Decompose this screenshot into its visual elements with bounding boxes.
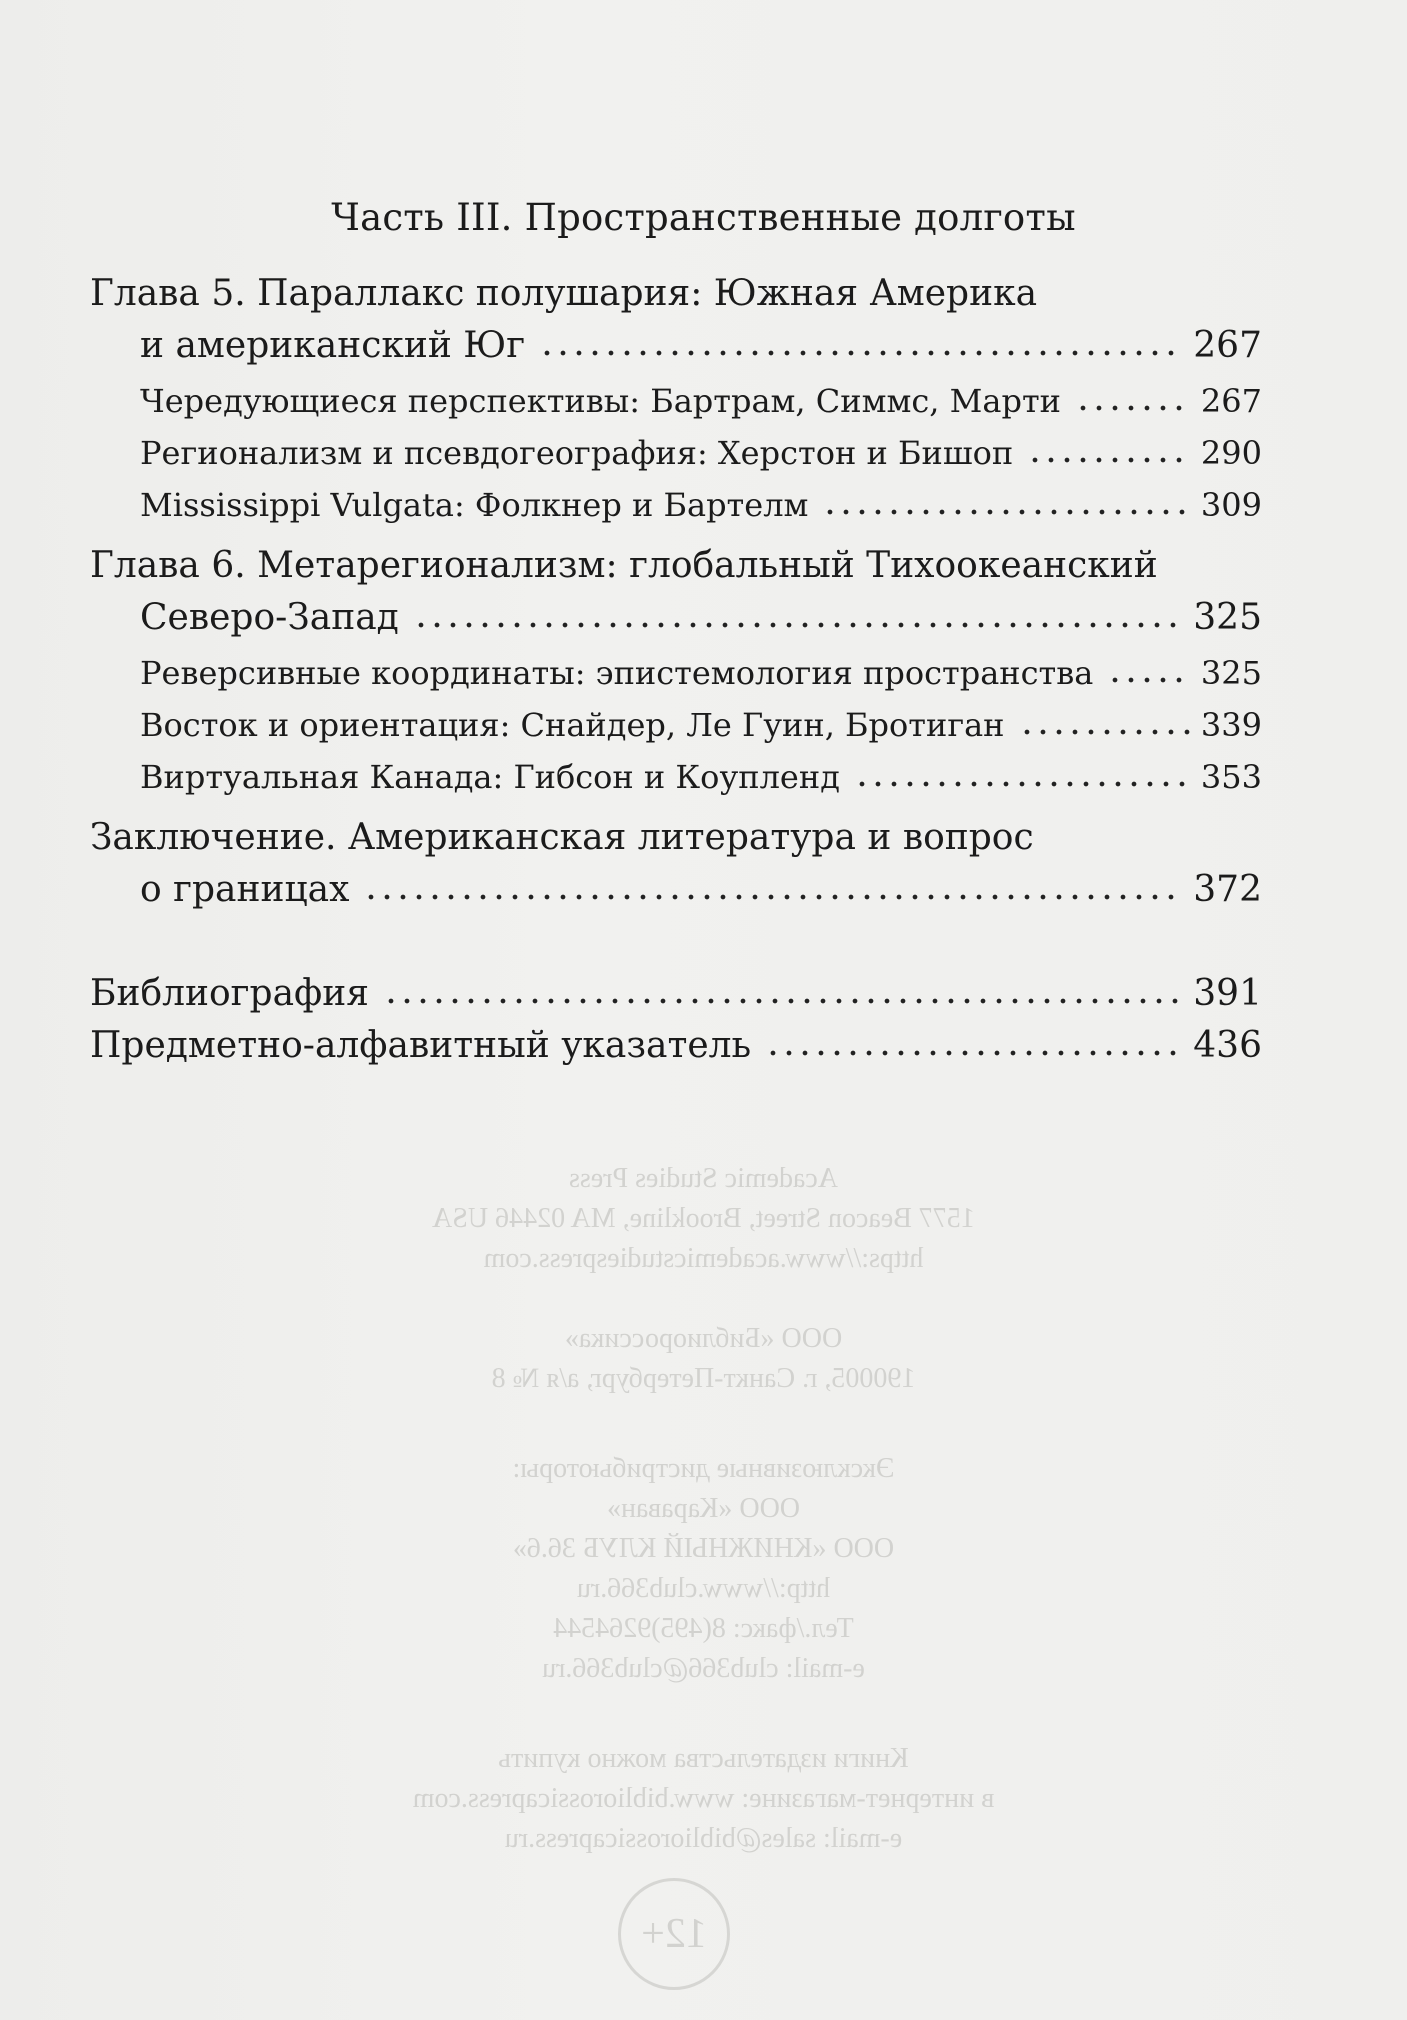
chapter-5-title-line1: Глава 5. Параллакс полушария: Южная Америка [90,273,1038,314]
dot-leader [854,758,1191,788]
section-title: Чередующиеся перспективы: Бартрам, Симмс, Марти [140,382,1061,420]
conclusion-title-line1: Заключение. Американская литература и вопрос [90,817,1034,858]
page-number: 325 [1200,654,1262,692]
dot-leader [413,599,1183,629]
show-through-text: 190005, г. Санкт-Петербург, а/я № 8 [491,1363,916,1394]
section-title: Mississippi Vulgata: Фолкнер и Бартелм [140,486,809,524]
age-rating-text: 12+ [641,1911,707,1957]
show-through-text: e-mail: club366@club366.ru [542,1653,865,1684]
dot-leader [383,975,1183,1005]
age-rating-stamp [618,1878,730,1990]
toc-chapter-title [90,272,1262,316]
toc-entry [90,596,1262,640]
dot-leader [363,871,1183,901]
page-number: 309 [1200,486,1262,524]
chapter-5-title-line2: и американский Юг [140,325,526,366]
page-number: 267 [1200,382,1262,420]
page-number: 353 [1200,758,1262,796]
toc-entry [90,379,1262,423]
section-title: Виртуальная Канада: Гибсон и Коупленд [140,758,840,796]
dot-leader [1019,706,1191,736]
section-title: Регионализм и псевдогеография: Херстон и Бишоп [140,434,1014,472]
toc-entry [90,651,1262,695]
page-number: 325 [1193,597,1262,638]
toc-entry [90,1024,1262,1068]
chapter-6-title-line1: Глава 6. Метарегионализм: глобальный Тихоокеанский [90,545,1158,586]
section-title: Восток и ориентация: Снайдер, Ле Гуин, Бротиган [140,706,1005,744]
show-through-text: https://www.academicstudiespress.com [483,1243,924,1274]
show-through-text: Книги издательства можно купить [498,1743,909,1774]
dot-leader [765,1027,1183,1057]
toc-entry [90,483,1262,527]
toc-entry [90,868,1262,912]
toc-entry [90,703,1262,747]
chapter-6-title-line2: Северо-Запад [140,597,399,638]
section-title: Реверсивные координаты: эпистемология пространства [140,654,1094,692]
toc-entry [90,324,1262,368]
show-through-text: ООО «Караван» [606,1493,801,1524]
page-number: 372 [1193,869,1262,910]
part-title: Часть III. Пространственные долготы [331,196,1076,239]
show-through-text: http://www.club366.ru [576,1573,831,1604]
show-through-text: ООО «Библиороссика» [564,1323,843,1354]
toc-entry [90,755,1262,799]
bibliography-title: Библиография [90,973,369,1014]
show-through-text: Тел./факс: 8(495)9264544 [553,1613,854,1644]
page-number: 267 [1193,325,1262,366]
show-through-text: в интернет-магазине: www.bibliorossicapress.com [412,1783,995,1814]
toc-entry [90,431,1262,475]
toc-chapter-title [90,816,1262,860]
toc-entry [90,972,1262,1016]
index-title: Предметно-алфавитный указатель [90,1025,752,1066]
dot-leader [1027,434,1191,464]
dot-leader [1107,654,1191,684]
toc-chapter-title [90,544,1262,588]
page-number: 436 [1193,1025,1262,1066]
show-through-text: 1577 Beacon Street, Brookline, MA 02446 USA [432,1203,975,1234]
dot-leader [539,327,1183,357]
dot-leader [1075,382,1191,412]
show-through-text: Academic Studies Press [568,1163,839,1194]
show-through-text: ООО «КНИЖНЫЙ КЛУБ 36.6» [512,1533,895,1564]
page-number: 339 [1200,706,1262,744]
page-number: 290 [1200,434,1262,472]
dot-leader [822,486,1191,516]
show-through-text: Эксклюзивные дистрибьюторы: [512,1453,895,1484]
page-number: 391 [1193,973,1262,1014]
conclusion-title-line2: о границах [140,869,350,910]
show-through-text: e-mail: sales@bibliorossicapress.ru [504,1823,903,1854]
